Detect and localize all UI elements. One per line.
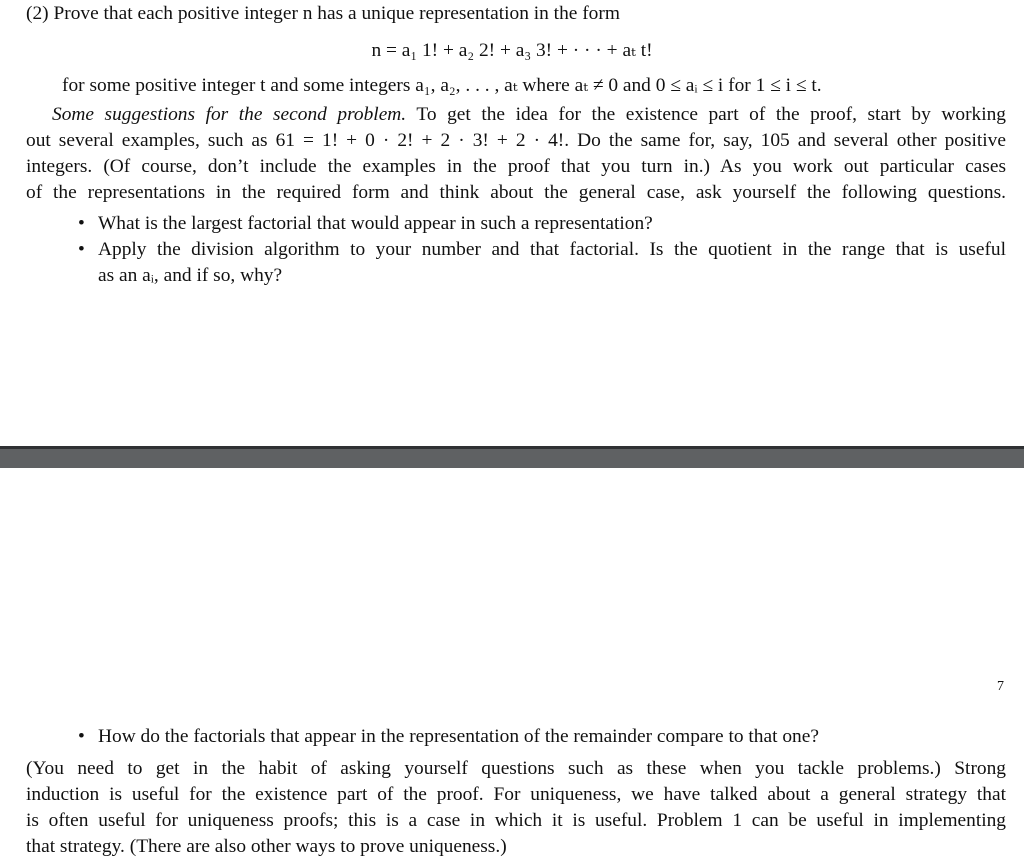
bullet-text-1: What is the largest factorial that would appear in such a representation?: [98, 213, 653, 234]
pdf-page-bottom: [0, 468, 1024, 864]
representation-formula: n = a₁ 1! + a₂ 2! + a₃ 3! + · · · + aₜ t!: [371, 40, 653, 61]
paragraph-line-1: (You need to get in the habit of asking yourself questions such as these when you tackle problems.) Strong: [26, 758, 1006, 779]
suggestion-line-4: of the representations in the required form and think about the general case, ask yourself the following questions.: [26, 182, 1006, 203]
problem-statement: (2) Prove that each positive integer n has a unique representation in the form: [26, 3, 620, 24]
suggestion-line-2: out several examples, such as 61 = 1! + 0 · 2! + 2 · 3! + 2 · 4!. Do the same for, say, 105 and several other positive: [26, 130, 1006, 151]
paragraph-line-4: that strategy. (There are also other ways to prove uniqueness.): [26, 836, 507, 857]
suggestion-line-1: [52, 102, 1006, 128]
bullet-text-3: How do the factorials that appear in the representation of the remainder compare to that one?: [98, 726, 819, 747]
bullet-text-2: Apply the division algorithm to your number and that factorial. Is the quotient in the range that is useful: [98, 239, 1006, 260]
page-separator: [0, 446, 1024, 468]
suggestion-line-3: integers. (Of course, don’t include the examples in the proof that you turn in.) As you work out particular cases: [26, 156, 1006, 177]
bullet-text-2-continued: as an aᵢ, and if so, why?: [98, 265, 283, 286]
suggestion-text-1: To get the idea for the existence part of the proof, start by working: [416, 104, 1007, 125]
bullet-dot: •: [78, 239, 85, 260]
suggestion-heading: Some suggestions for the second problem.: [52, 104, 407, 125]
condition-line: for some positive integer t and some integers a₁, a₂, . . . , aₜ where aₜ ≠ 0 and 0 ≤ aᵢ ≤ i for 1 ≤ i ≤ t.: [62, 75, 822, 96]
bullet-dot: •: [78, 213, 85, 234]
paragraph-line-3: is often useful for uniqueness proofs; this is a case in which it is useful. Problem 1 can be useful in implementing: [26, 810, 1006, 831]
bullet-dot: •: [78, 726, 85, 747]
paragraph-line-2: induction is useful for the existence part of the proof. For uniqueness, we have talked about a general strategy that: [26, 784, 1006, 805]
page-number: 7: [997, 679, 1004, 694]
